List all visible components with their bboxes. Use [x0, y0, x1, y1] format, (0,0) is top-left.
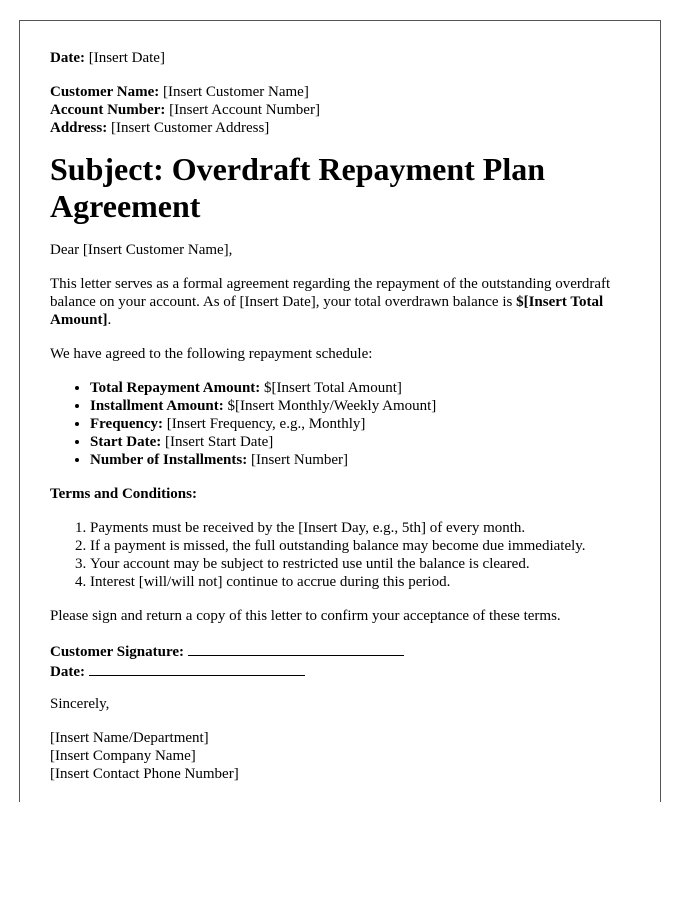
signature-block — [50, 641, 630, 681]
customer-name-label: Customer Name: — [50, 84, 160, 100]
address-line — [50, 119, 630, 137]
customer-signature-line — [50, 641, 630, 661]
schedule-value: $[Insert Total Amount] — [264, 380, 402, 396]
list-item: 2. If a payment is missed, the full outstanding balance may become due immediately. — [90, 537, 630, 555]
signature-date-label: Date: — [50, 664, 85, 680]
list-item — [90, 379, 630, 397]
intro-end: . — [107, 312, 112, 328]
schedule-intro: We have agreed to the following repayment schedule: — [50, 346, 373, 362]
list-item — [90, 397, 630, 415]
schedule-value: [Insert Start Date] — [164, 434, 274, 450]
date-value: [Insert Date] — [88, 50, 165, 66]
intro-paragraph — [50, 275, 630, 329]
date-label: Date: — [50, 50, 85, 66]
account-number-value: [Insert Account Number] — [169, 102, 320, 118]
list-item: 3. Your account may be subject to restricted use until the balance is cleared. — [90, 555, 630, 573]
subject-heading: Subject: Overdraft Repayment Plan Agreement — [50, 151, 546, 224]
schedule-label: Installment Amount: — [90, 398, 224, 414]
schedule-label: Start Date: — [90, 434, 162, 450]
list-item: 4. Interest [will/will not] continue to accrue during this period. — [90, 573, 630, 591]
schedule-value: [Insert Number] — [250, 452, 349, 468]
sincerely: Sincerely, — [50, 696, 110, 712]
schedule-value: $[Insert Monthly/Weekly Amount] — [227, 398, 437, 414]
schedule-label: Number of Installments: — [90, 452, 248, 468]
schedule-label: Total Repayment Amount: — [90, 380, 261, 396]
sender-info — [50, 729, 630, 783]
sign-request: Please sign and return a copy of this letter to confirm your acceptance of these terms. — [50, 608, 561, 624]
address-value: [Insert Customer Address] — [110, 120, 270, 136]
salutation: Dear [Insert Customer Name], — [50, 242, 233, 258]
list-item: 1. Payments must be received by the [Insert Day, e.g., 5th] of every month. — [90, 519, 630, 537]
list-item — [90, 433, 630, 451]
address-label: Address: — [50, 120, 108, 136]
date-line — [50, 49, 630, 67]
intro-text: This letter serves as a formal agreement regarding the repayment of the outstanding overdraft balance on your account. As of [Insert Date], your total overdrawn balance is — [50, 276, 611, 310]
list-item — [90, 451, 630, 469]
customer-name-line — [50, 83, 630, 101]
sender-name-department: [Insert Name/Department] — [50, 730, 209, 746]
list-item — [90, 415, 630, 433]
intro-amount: $[Insert Total Amount] — [50, 294, 604, 328]
terms-list — [50, 519, 630, 591]
sender-company-name: [Insert Company Name] — [50, 748, 196, 764]
terms-heading — [50, 485, 630, 503]
signature-date-line — [50, 661, 630, 681]
account-number-label: Account Number: — [50, 102, 166, 118]
customer-info — [50, 83, 630, 137]
account-number-line — [50, 101, 630, 119]
terms-heading-text: Terms and Conditions: — [50, 486, 197, 502]
letter-page — [19, 20, 661, 802]
sender-contact-phone: [Insert Contact Phone Number] — [50, 766, 239, 782]
schedule-value: [Insert Frequency, e.g., Monthly] — [166, 416, 366, 432]
signature-date-field — [89, 661, 305, 676]
schedule-label: Frequency: — [90, 416, 164, 432]
customer-signature-field — [188, 641, 404, 656]
customer-signature-label: Customer Signature: — [50, 644, 185, 660]
customer-name-value: [Insert Customer Name] — [163, 84, 309, 100]
schedule-list — [50, 379, 630, 469]
